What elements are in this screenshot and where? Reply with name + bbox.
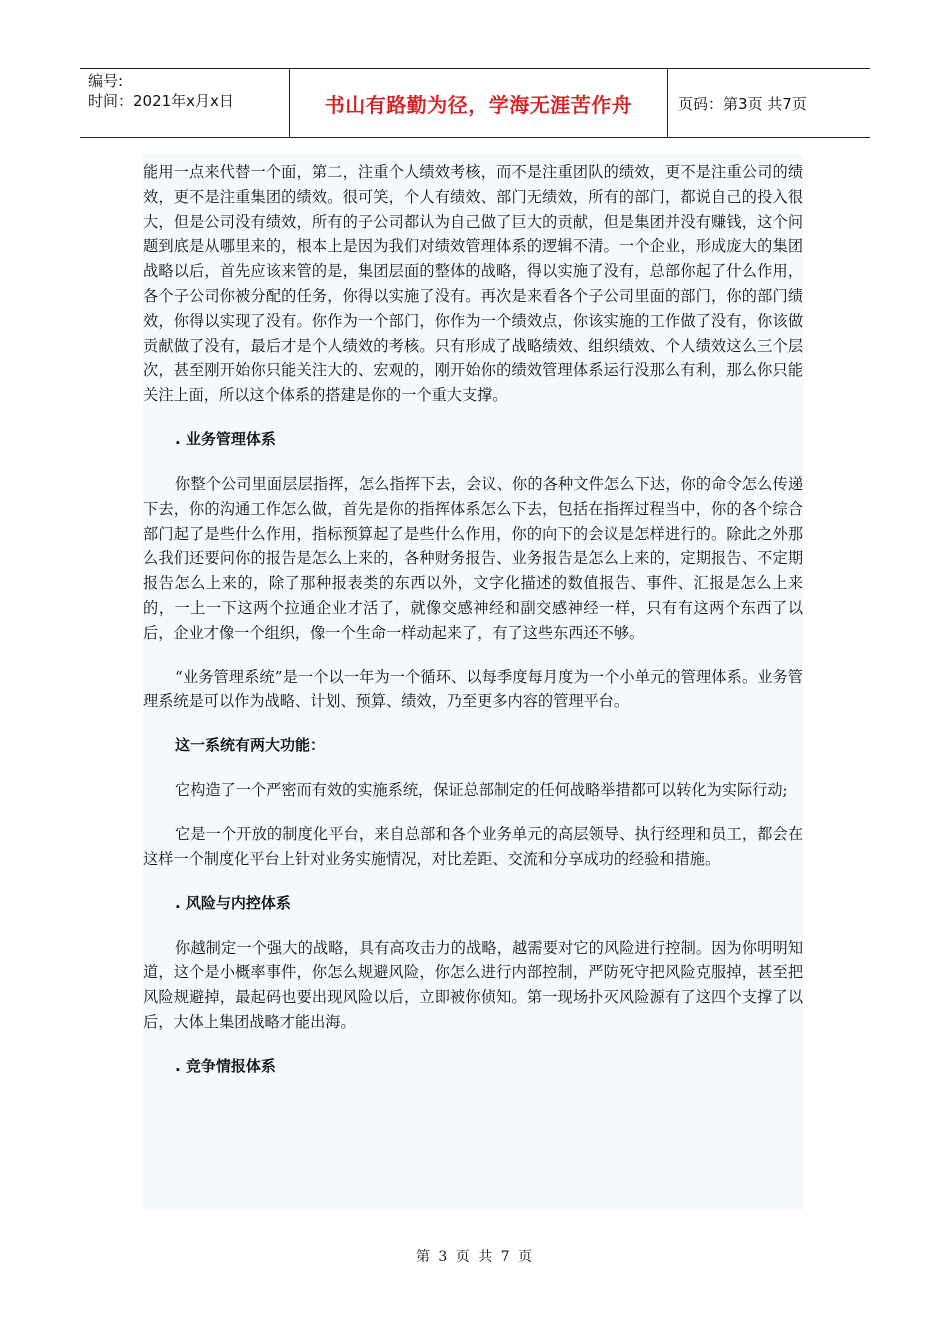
header-page-info: 页码：第3页 共7页 [678,94,807,113]
paragraph-business-system-definition: “业务管理系统”是一个以一年为一个循环、以每季度每月度为一个小单元的管理体系。业务管理系统是可以作为战略、计划、预算、绩效，乃至更多内容的管理平台。 [143,667,803,711]
number-label: 编号: [88,72,124,90]
paragraph-function-one: 它构造了一个严密而有效的实施系统，保证总部制定的任何战略举措都可以转化为实际行动; [175,781,788,800]
paragraph-risk-control: 你越制定一个强大的战略，具有高攻击力的战略，越需要对它的风险进行控制。因为你明明知道，这个是小概率事件，你怎么规避风险，你怎么进行内部控制，严防死守把风险克服掉，甚至把风险规避掉，最起码也要出现风险以后，立即被你侦知。第一现场扑灭风险源有了这四个支撑了以后，大体上集团战略才能出海。 [143,938,803,1031]
section-heading-business-management: . 业务管理体系 [175,429,276,448]
section-heading-risk-control: . 风险与内控体系 [175,893,291,912]
header-table [80,68,870,138]
time-label: 时间：2021年x月x日 [88,92,234,110]
paragraph-command-system: 你整个公司里面层层指挥，怎么指挥下去，会议、你的各种文件怎么下达，你的命令怎么传递下去，你的沟通工作怎么做，首先是你的指挥体系怎么下去，包括在指挥过程当中，你的各个综合部门起了是些什么作用，指标预算起了是些什么作用，你的向下的会议是怎样进行的。除此之外那么我们还要问你的报告是怎么上来的，各种财务报告、业务报告是怎么上来的，定期报告、不定期报告怎么上来的，除了那种报表类的东西以外，文字化描述的数值报告、事件、汇报是怎么上来的，一上一下这两个拉通企业才活了，就像交感神经和副交感神经一样，只有有这两个东西了以后，企业才像一个组织，像一个生命一样动起来了，有了这些东西还不够。 [143,474,803,642]
paragraph-function-two: 它是一个开放的制度化平台，来自总部和各个业务单元的高层领导、执行经理和员工，都会在这样一个制度化平台上针对业务实施情况，对比差距、交流和分享成功的经验和措施。 [143,824,803,868]
header-meta [80,69,290,137]
document-body [143,154,803,1210]
page-footer: 第 3 页 共 7 页 [415,1249,535,1265]
section-heading-two-functions: 这一系统有两大功能： [175,736,326,755]
section-heading-competitive-intel: . 竞争情报体系 [175,1056,276,1075]
header-motto: 书山有路勤为径，学海无涯苦作舟 [290,69,668,137]
paragraph-performance: 能用一点来代替一个面，第二，注重个人绩效考核，而不是注重团队的绩效，更不是注重公司的绩效，更不是注重集团的绩效。很可笑，个人有绩效、部门无绩效，所有的部门，都说自己的投入很大，但是公司没有绩效，所有的子公司都认为自己做了巨大的贡献，但是集团并没有赚钱，这个问题到底是从哪里来的，根本上是因为我们对绩效管理体系的逻辑不清。一个企业，形成庞大的集团战略以后，首先应该来管的是，集团层面的整体的战略，得以实施了没有，总部你起了什么作用，各个子公司你被分配的任务，你得以实施了没有。再次是来看各个子公司里面的部门，你的部门绩效，你得以实现了没有。你作为一个部门，你作为一个绩效点，你该实施的工作做了没有，你该做贡献做了没有，最后才是个人绩效的考核。只有形成了战略绩效、组织绩效、个人绩效这么三个层次，甚至刚开始你只能关注大的、宏观的，刚开始你的绩效管理体系运行没那么有利，那么你只能关注上面，所以这个体系的搭建是你的一个重大支撑。 [143,163,803,405]
